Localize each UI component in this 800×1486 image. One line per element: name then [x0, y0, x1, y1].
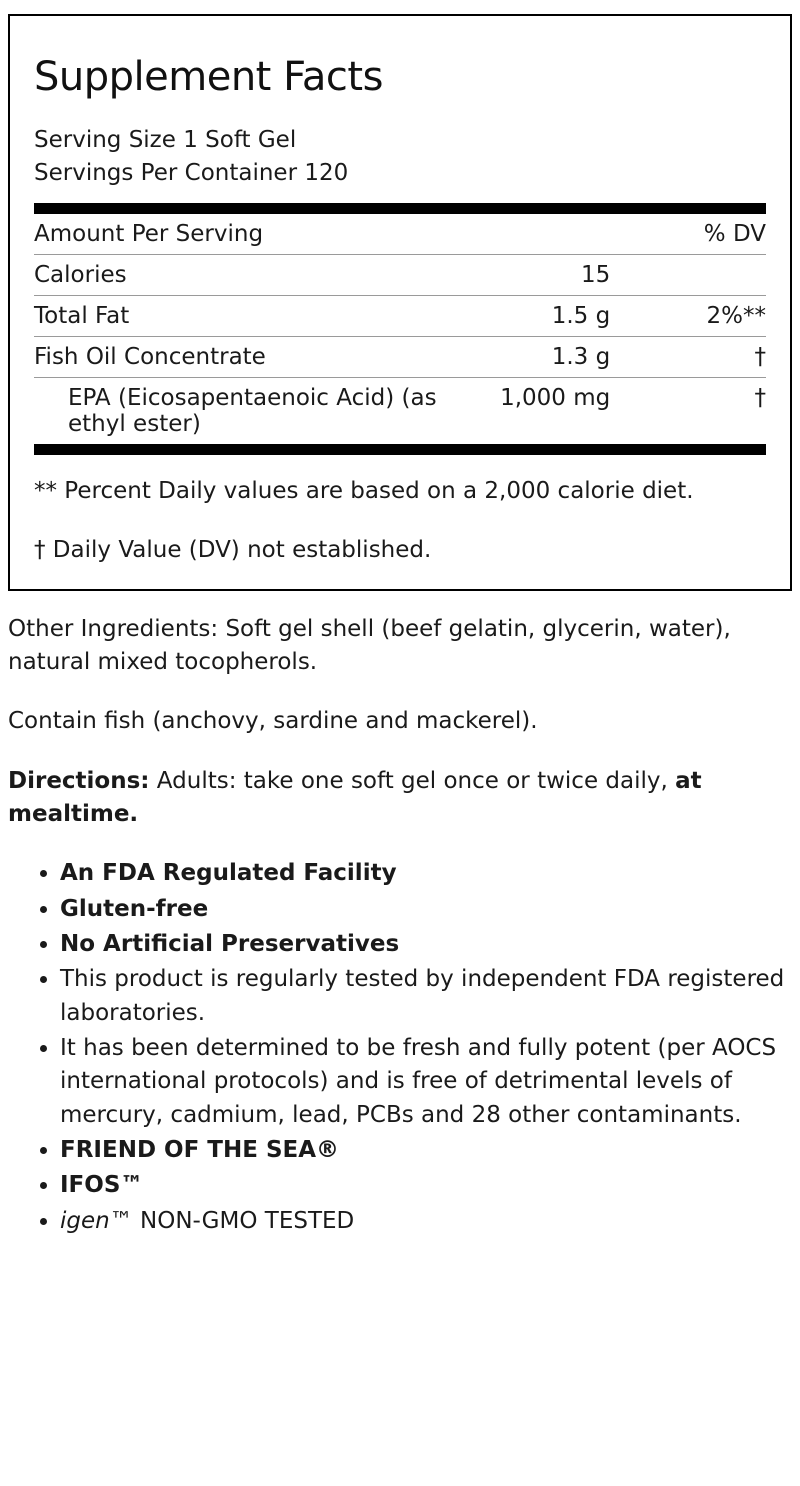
panel-bottom-rule: [34, 444, 766, 455]
nutrient-dv-fish-oil-concentrate: †: [634, 337, 766, 378]
serving-size-text: Serving Size 1 Soft Gel: [34, 127, 297, 153]
list-item: • An FDA Regulated Facility: [60, 857, 792, 890]
table-header-row: [34, 214, 766, 255]
servings-per-container-text: Servings Per Container 120: [34, 159, 349, 186]
allergen-statement: Contain fish (anchovy, sardine and mackerel).: [8, 708, 538, 735]
panel-top-rule: [34, 203, 766, 214]
header-spacer: [444, 214, 634, 255]
directions-text: Adults: take one soft gel once or twice daily,: [149, 767, 676, 794]
table-row: [34, 337, 766, 378]
directions-text-emphasis: at mealtime.: [8, 767, 702, 827]
nutrient-amount-calories: 15: [444, 255, 634, 296]
list-item: • It has been determined to be fresh and fully potent (per AOCS international protocols) and is free of detrimental levels of mercury, cadmium, lead, PCBs and 28 other contaminants.: [60, 1032, 792, 1132]
nutrient-name-total-fat: Total Fat: [34, 296, 444, 337]
nutrient-name-calories: Calories: [34, 255, 444, 296]
nutrient-name-epa: EPA (Eicosapentaenoic Acid) (as ethyl ester): [34, 378, 444, 445]
list-item: • Gluten-free: [60, 893, 792, 926]
nutrient-dv-calories: [634, 255, 766, 296]
other-ingredients-text: Other Ingredients: Soft gel shell (beef gelatin, glycerin, water), natural mixed tocopherols.: [8, 615, 731, 675]
nutrient-amount-fish-oil-concentrate: 1.3 g: [444, 337, 634, 378]
label-body-text: [8, 613, 792, 1239]
directions-label: Directions:: [8, 767, 150, 794]
table-row: [34, 296, 766, 337]
claims-list: [8, 857, 792, 1238]
nutrition-table: [34, 214, 766, 444]
nutrient-name-fish-oil-concentrate: Fish Oil Concentrate: [34, 337, 444, 378]
directions-paragraph: [8, 765, 792, 832]
footnote-percent-daily-value: ** Percent Daily values are based on a 2,000 calorie diet.: [34, 478, 694, 505]
igen-trademark: igen™: [60, 1207, 133, 1234]
list-item: • This product is regularly tested by independent FDA registered laboratories.: [60, 963, 792, 1030]
list-item: • No Artificial Preservatives: [60, 928, 792, 961]
amount-per-serving-header: Amount Per Serving: [34, 221, 264, 248]
table-row: [34, 378, 766, 445]
list-item: • igen™ NON-GMO TESTED: [60, 1205, 792, 1238]
nutrient-amount-epa: 1,000 mg: [444, 378, 634, 445]
table-row: [34, 255, 766, 296]
footnote-dv-not-established: † Daily Value (DV) not established.: [34, 536, 432, 563]
percent-dv-header: % DV: [703, 221, 766, 248]
supplement-label-page: [0, 14, 800, 1238]
nutrient-dv-epa: †: [634, 378, 766, 445]
nutrient-amount-total-fat: 1.5 g: [444, 296, 634, 337]
list-item: • FRIEND OF THE SEA®: [60, 1134, 792, 1167]
supplement-facts-title: Supplement Facts: [34, 54, 383, 100]
list-item: • IFOS™: [60, 1169, 792, 1202]
nutrient-dv-total-fat: 2%**: [634, 296, 766, 337]
supplement-facts-panel: [8, 14, 792, 591]
